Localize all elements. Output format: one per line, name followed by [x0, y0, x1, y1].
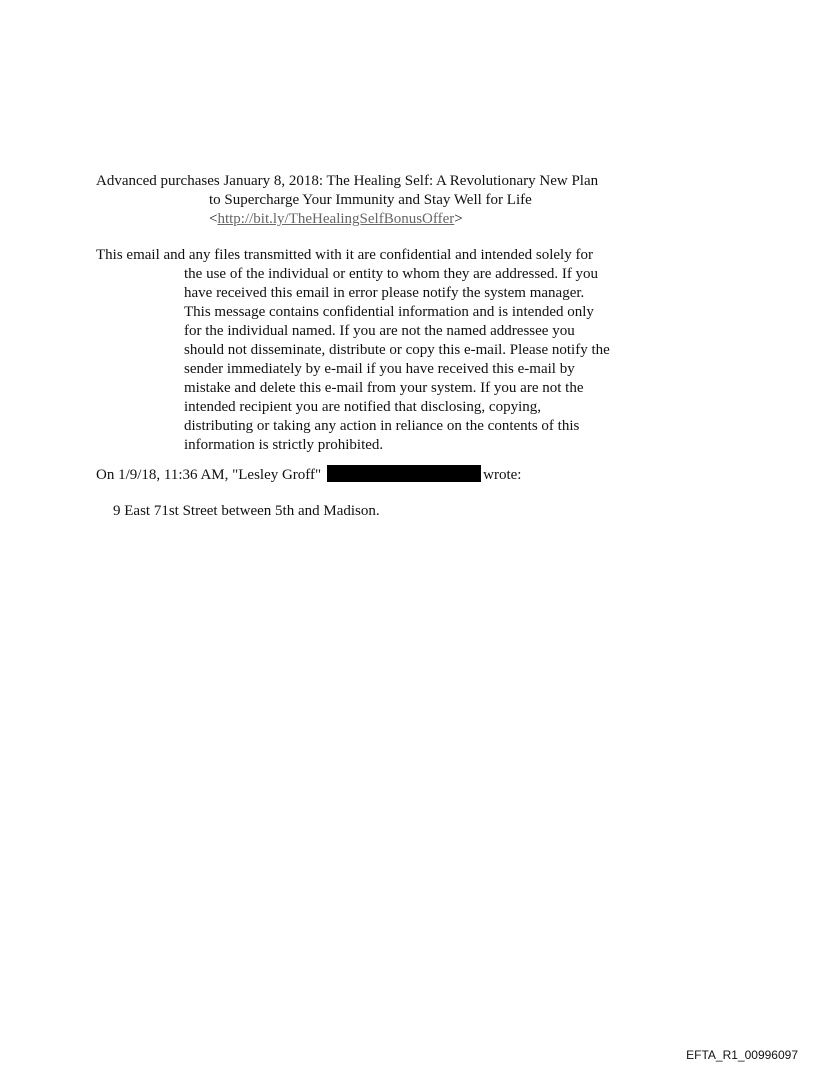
- disclaimer-line: intended recipient you are notified that disclosing, copying,: [184, 399, 541, 415]
- quote-header-suffix: wrote:: [483, 467, 522, 483]
- disclaimer-line: information is strictly prohibited.: [184, 437, 384, 453]
- redacted-email-address: [327, 465, 481, 482]
- disclaimer-line: This message contains confidential information and is intended only: [184, 304, 594, 320]
- confidentiality-disclaimer: [96, 246, 656, 455]
- disclaimer-line: should not disseminate, distribute or copy this e-mail. Please notify the: [184, 342, 610, 358]
- bonus-offer-link[interactable]: http://bit.ly/TheHealingSelfBonusOffer: [217, 211, 455, 227]
- disclaimer-line: for the individual named. If you are not the named addressee you: [184, 323, 575, 339]
- disclaimer-line: have received this email in error please notify the system manager.: [184, 285, 585, 301]
- quote-header-prefix: On 1/9/18, 11:36 AM, "Lesley Groff": [96, 467, 322, 483]
- link-close-bracket: >: [454, 211, 463, 227]
- quoted-message-header: [96, 465, 521, 485]
- disclaimer-line: This email and any files transmitted with it are confidential and intended solely for: [96, 247, 593, 263]
- advance-purchase-line-2: to Supercharge Your Immunity and Stay Well for Life: [209, 192, 532, 208]
- document-id: EFTA_R1_00996097: [686, 1048, 798, 1062]
- link-open-bracket: <: [209, 211, 218, 227]
- advance-purchase-notice: [96, 172, 656, 229]
- bonus-offer-link-line: [96, 210, 656, 229]
- disclaimer-line: mistake and delete this e-mail from your system. If you are not the: [184, 380, 584, 396]
- disclaimer-line: sender immediately by e-mail if you have received this e-mail by: [184, 361, 575, 377]
- disclaimer-line: the use of the individual or entity to whom they are addressed. If you: [184, 266, 599, 282]
- advance-purchase-line-1: Advanced purchases January 8, 2018: The Healing Self: A Revolutionary New Plan: [96, 173, 599, 189]
- quoted-address-line: 9 East 71st Street between 5th and Madison.: [113, 503, 380, 519]
- disclaimer-line: distributing or taking any action in reliance on the contents of this: [184, 418, 580, 434]
